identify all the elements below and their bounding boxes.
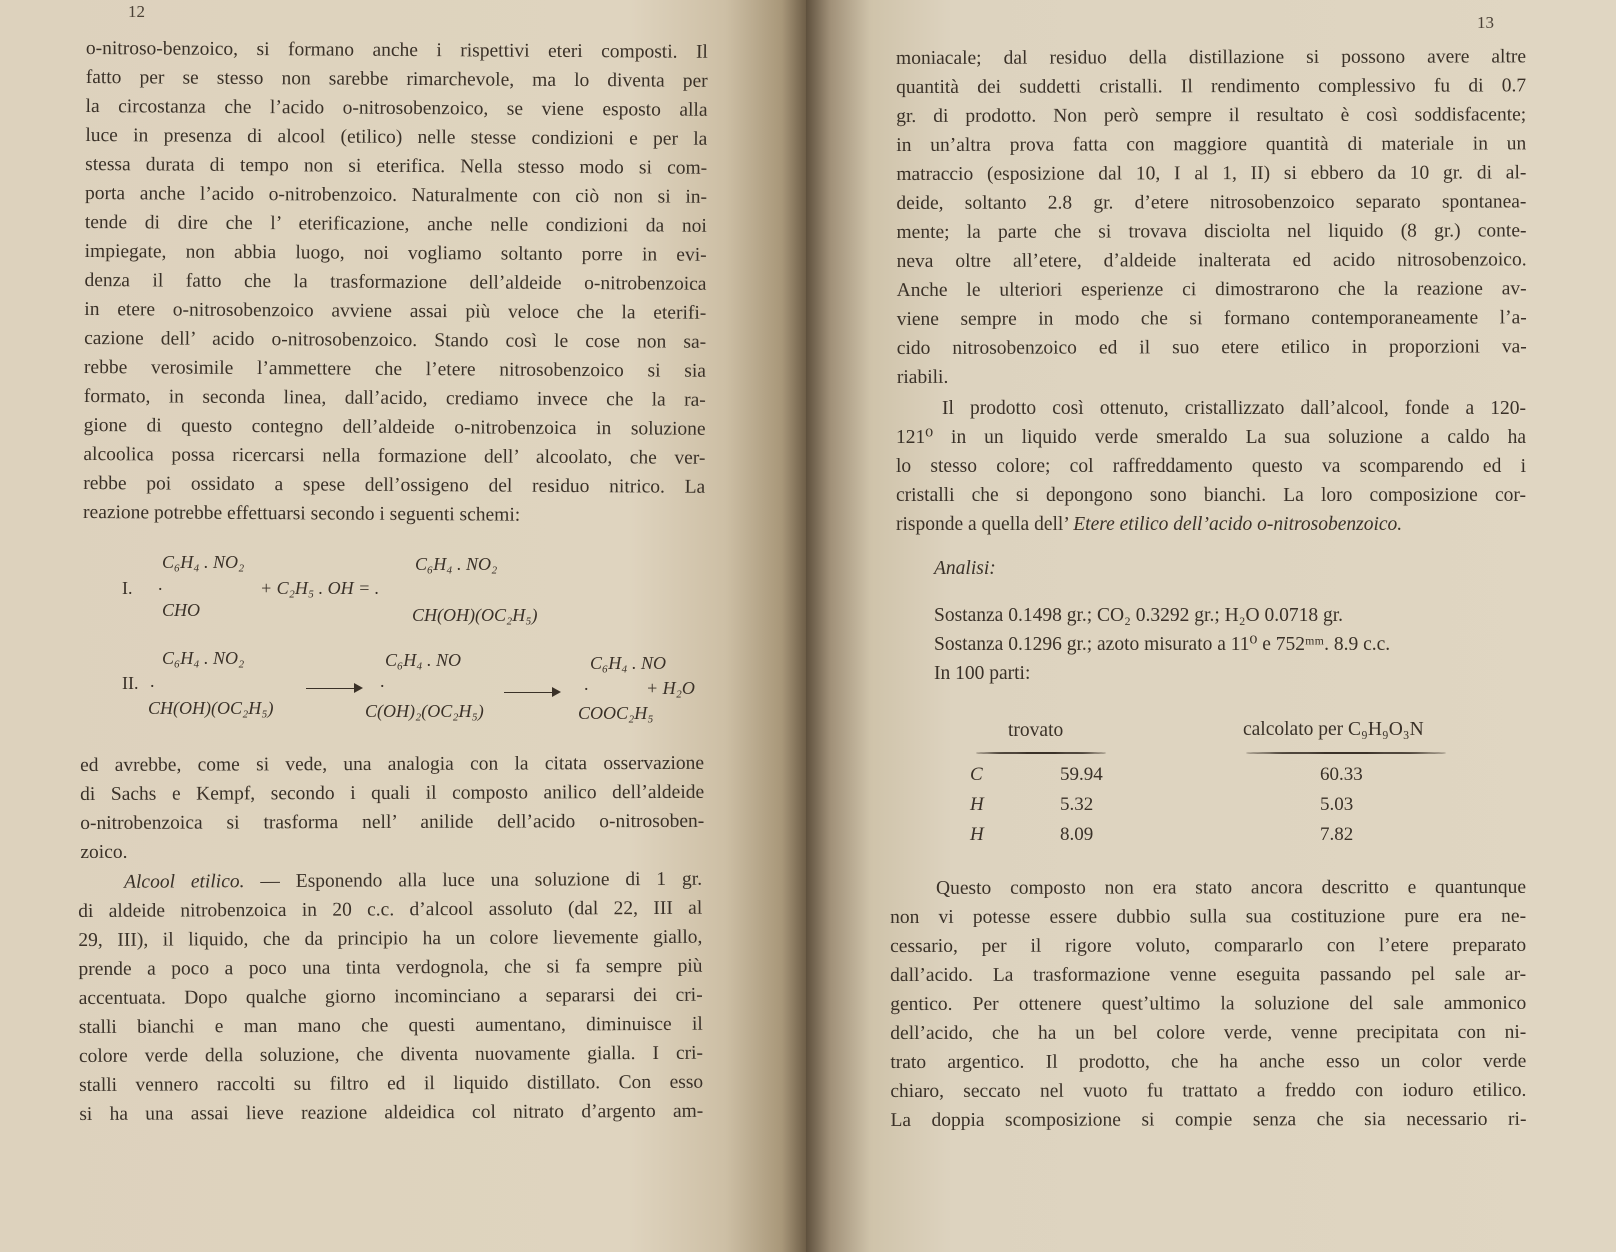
text-line: o-nitrobenzoica si trasforma nell’ anilide dell’acido o-nitrosoben- (80, 810, 705, 834)
formula: CH(OH)(OC₂H₅) (148, 698, 274, 718)
right-page (806, 0, 1616, 1252)
text-line: porta anche l’acido o-nitrobenzoico. Naturalmente con ciò non si in- (84, 182, 708, 208)
bond-dot: . (584, 674, 589, 694)
element-cell: H (970, 794, 984, 815)
table-row (970, 820, 1363, 850)
text-line: non vi potesse essere dubbio sulla sua costituzione pure era ne- (890, 905, 1527, 928)
text-line: formato, in seconda linea, dall’acido, crediamo invece che la ra- (83, 385, 706, 411)
page-number: 13 (1477, 13, 1494, 32)
reaction-arrow (504, 692, 552, 693)
text-line: lo stesso colore; col raffreddamento questo va scomparendo ed i (896, 456, 1526, 477)
text-line: rebbe verosimile l’ammettere che l’etere nitrosobenzoico si sia (83, 356, 707, 382)
element-cell: H (970, 824, 984, 845)
analysis-data (934, 601, 1534, 688)
text-line: 121⁰ in un liquido verde smeraldo La sua soluzione a caldo ha (896, 427, 1526, 448)
text-line: colore verde della soluzione, che diventa nuovamente gialla. I cri- (78, 1042, 704, 1067)
text-span: — Esponendo alla luce una soluzione di 1 gr. (244, 868, 703, 893)
reaction-arrow (306, 688, 354, 689)
paragraph-2 (896, 394, 1526, 539)
bond-dot: . (380, 671, 385, 691)
text-line: in etere o-nitrosobenzoico avviene assai più veloce che la eterifi- (84, 298, 707, 324)
found-cell: 59.94 (1060, 764, 1103, 785)
paragraph-3 (78, 865, 703, 1129)
text-line: si ha una assai lieve reazione aldeidica col nitrato d’argento am- (79, 1100, 704, 1125)
results-table (970, 760, 1363, 850)
text-line: stalli vennero raccolti su filtro ed il liquido distillato. Con esso (79, 1071, 704, 1096)
text-line (78, 865, 702, 897)
analysis-line: Sostanza 0.1498 gr.; CO₂ 0.3292 gr.; H₂O 0.0718 gr. (934, 605, 1344, 626)
bond-dot: . (158, 574, 163, 594)
text-line: Il prodotto così ottenuto, cristallizzato dall’alcool, fonde a 120- (942, 398, 1526, 419)
text-line: impiegate, non abbia luogo, noi vogliamo soltanto porre in evi- (84, 240, 707, 266)
analysis-line: In 100 parti: (934, 663, 1031, 684)
text-line: accentuata. Dopo qualche giorno incominciano a separarsi dei cri- (78, 984, 703, 1009)
text-line: alcoolica possa ricercarsi nella formazione dell’ alcoolato, che ver- (83, 443, 706, 469)
table-row (970, 760, 1363, 790)
formula: C(OH)₂(OC₂H₅) (365, 701, 484, 721)
calc-cell: 60.33 (1320, 764, 1363, 785)
text-line: neva oltre all’etere, d’aldeide inalterata ed acido nitrosobenzoico. (896, 249, 1527, 272)
text-line: riabili. (896, 366, 949, 388)
text-line: stessa durata di tempo non si eterifica. Nella stesso modo si com- (85, 153, 708, 179)
text-line: cido nitrosobenzoico ed il suo etere etilico in proporzioni va- (896, 336, 1527, 359)
text-line: stalli bianchi e man mano che questi aumentano, diminuisce il (78, 1013, 703, 1038)
formula: C₆H₄ . NO₂ (162, 648, 245, 668)
found-cell: 8.09 (1060, 824, 1094, 845)
text-line: ed avrebbe, come si vede, una analogia con la citata osservazione (80, 752, 705, 776)
formula: CHO (162, 600, 201, 620)
text-line: prende a poco a poco una tinta verdognola, che si fa sempre più (78, 955, 703, 980)
text-line: di aldeide nitrobenzoica in 20 c.c. d’alcool assoluto (dal 22, III al (78, 897, 703, 922)
text-line: 29, III), il liquido, che da principio ha un colore lievemente giallo, (78, 926, 703, 951)
table-row (970, 790, 1363, 820)
text-line: cristalli che si depongono sono bianchi. La loro composizione cor- (896, 485, 1526, 506)
text-line: matraccio (esposizione dal 10, I al 1, II) si ebbero da 10 gr. di al- (896, 162, 1527, 185)
text-line: denza il fatto che la trasformazione dell’aldeide o-nitrobenzoica (84, 269, 707, 295)
header-rule (976, 752, 1106, 754)
calc-cell: 5.03 (1320, 794, 1354, 815)
text-span: risponde a quella dell’ (896, 514, 1074, 535)
header-calculated: calcolato per C₉H₉O₃N (1243, 719, 1424, 740)
text-line: Questo composto non era stato ancora descritto e quantunque (936, 876, 1527, 899)
text-line: o-nitroso-benzoico, si formano anche i rispettivi eteri composti. Il (85, 37, 708, 63)
text-line: deide, soltanto 2.8 gr. d’etere nitrosobenzoico separato spontanea- (896, 191, 1527, 214)
text-line: cazione dell’ acido o-nitrosobenzoico. Stando così le cose non sa- (84, 327, 707, 353)
analysis-line: Sostanza 0.1296 gr.; azoto misurato a 11⁰ e 752ᵐᵐ. 8.9 c.c. (934, 634, 1391, 655)
text-line: reazione potrebbe effettuarsi secondo i seguenti schemi: (83, 501, 521, 526)
formula: + H₂O (646, 678, 695, 698)
analisi-heading: Analisi: (934, 558, 996, 579)
formula: C₆H₄ . NO (590, 653, 667, 673)
text-line: mente; la parte che si trovava disciolta nel liquido (8 gr.) conte- (896, 220, 1527, 243)
paragraph-3 (890, 873, 1526, 1135)
text-line: luce in presenza di alcool (etilico) nelle stesse condizioni e per la (85, 124, 708, 150)
formula: COOC₂H₅ (578, 703, 654, 723)
text-line: dall’acido. La trasformazione venne eseguita passando pel sale ar- (890, 963, 1527, 986)
scheme-label: II. (122, 673, 139, 693)
formula: C₆H₄ . NO₂ (415, 554, 498, 574)
page-number: 12 (128, 2, 145, 21)
paragraph-2 (80, 749, 704, 867)
section-heading: Alcool etilico. (124, 871, 245, 893)
formula: C₆H₄ . NO (385, 650, 462, 670)
text-line: trato argentico. Il prodotto, che ha anche esso un color verde (890, 1050, 1527, 1073)
formula: CH(OH)(OC₂H₅) (412, 605, 538, 625)
formula: + C₂H₅ . OH = . (260, 578, 380, 598)
text-line: zoico. (80, 841, 128, 863)
header-rule (1246, 752, 1446, 754)
text-line: dell’acido, che ha un bel colore verde, venne precipitata con ni- (890, 1021, 1527, 1044)
text-line: quantità dei suddetti cristalli. Il rendimento complessivo fu di 0.7 (896, 75, 1527, 98)
text-line: in un’altra prova fatta con maggiore quantità di materiale in un (896, 133, 1527, 156)
formula: C₆H₄ . NO₂ (162, 552, 245, 572)
text-line: di Sachs e Kempf, secondo i quali il composto anilico dell’aldeide (80, 781, 705, 805)
text-line: moniacale; dal residuo della distillazione si possono avere altre (896, 46, 1527, 69)
text-line: gione di questo contegno dell’aldeide o-nitrobenzoica in soluzione (83, 414, 706, 440)
text-line: gr. di prodotto. Non però sempre il resultato è così soddisfacente; (896, 104, 1527, 127)
left-page (0, 0, 806, 1252)
found-cell: 5.32 (1060, 794, 1094, 815)
text-line: Anche le ulteriori esperienze ci dimostrarono che la reazione av- (896, 278, 1527, 301)
element-cell: C (970, 764, 983, 785)
header-found: trovato (1008, 720, 1064, 741)
text-line: gentico. Per ottenere quest’ultimo la soluzione del sale ammonico (890, 992, 1527, 1015)
text-line: la circostanza che l’acido o-nitrosobenzoico, se viene esposto alla (85, 95, 708, 121)
text-line: chiaro, seccato nel vuoto fu trattato a freddo con ioduro etilico. (890, 1079, 1527, 1102)
compound-name: Etere etilico dell’acido o-nitrosobenzoico. (1073, 514, 1403, 535)
paragraph-1 (896, 42, 1527, 392)
text-line: cessario, per il rigore voluto, compararlo con l’etere preparato (890, 934, 1527, 957)
scheme-label: I. (122, 578, 133, 598)
bond-dot: . (150, 671, 155, 691)
text-line: tende di dire che l’ eterificazione, anche nelle condizioni da noi (84, 211, 707, 237)
text-line: rebbe poi ossidato a spese dell’ossigeno del residuo nitrico. La (83, 472, 706, 498)
text-line (896, 510, 1526, 539)
calc-cell: 7.82 (1320, 824, 1354, 845)
text-line: fatto per se stesso non sarebbe rimarchevole, ma lo diventa per (85, 66, 708, 92)
text-line: viene sempre in modo che si formano contemporaneamente l’a- (896, 307, 1527, 330)
text-line: La doppia scomposizione si compie senza che sia necessario ri- (890, 1108, 1527, 1131)
